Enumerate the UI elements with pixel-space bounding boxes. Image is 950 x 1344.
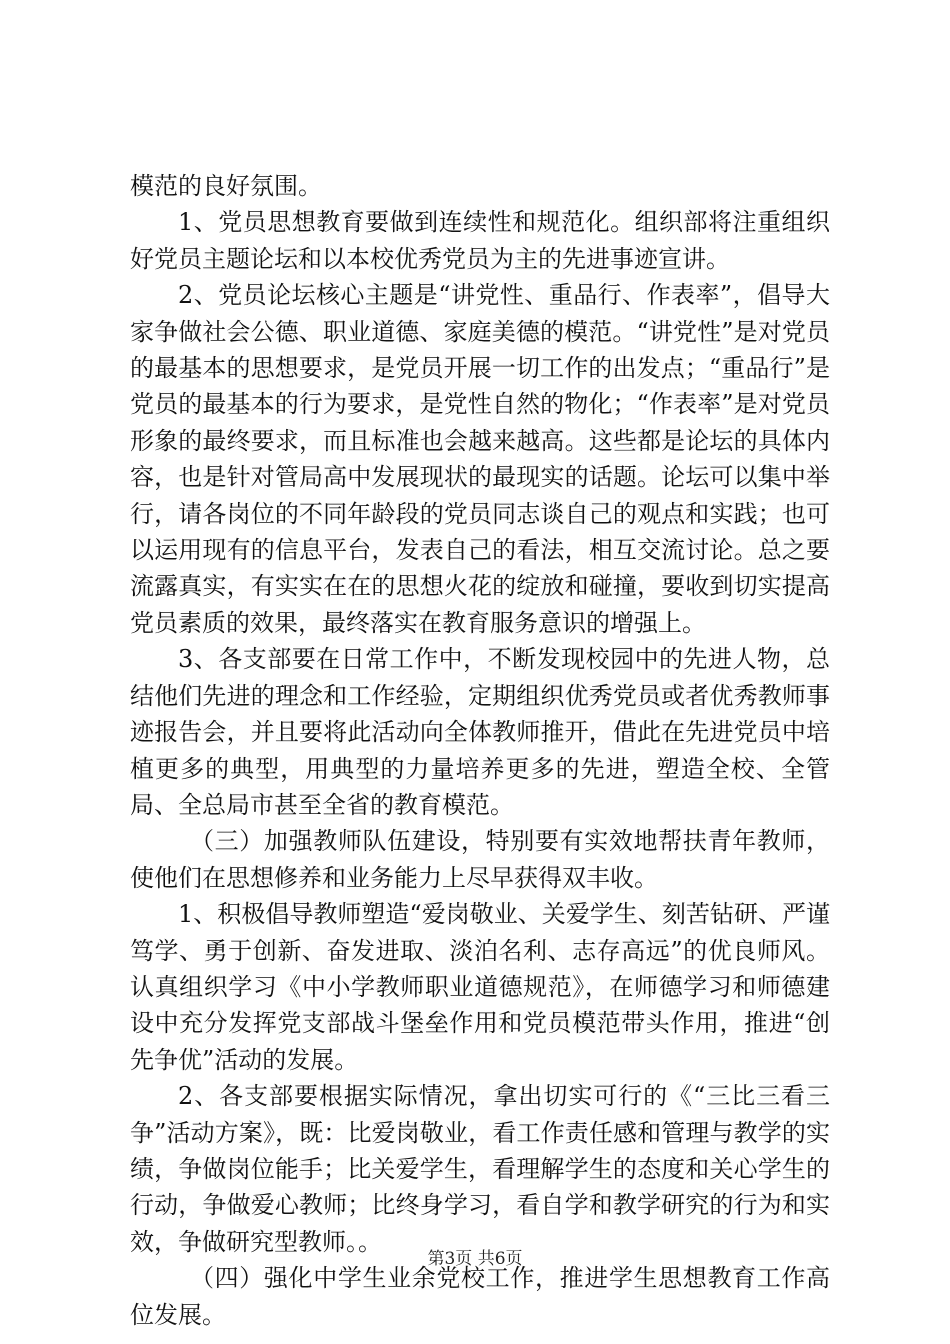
section-heading-3: （三）加强教师队伍建设，特别要有实效地帮扶青年教师，使他们在思想修养和业务能力上尽早获得双丰收。	[130, 827, 830, 892]
paragraph-item-2: 2、党员论坛核心主题是“讲党性、重品行、作表率”，倡导大家争做社会公德、职业道德、家庭美德的模范。“讲党性”是对党员的最基本的思想要求，是党员开展一切工作的出发点；“重品行”是党员的最基本的行为要求，是党性自然的物化；“作表率”是对党员形象的最终要求，而且标准也会越来越高。这些都是论坛的具体内容，也是针对管局高中发展现状的最现实的话题。论坛可以集中举行，请各岗位的不同年龄段的党员同志谈自己的观点和实践；也可以运用现有的信息平台，发表自己的看法，相互交流讨论。总之要流露真实，有实实在在的思想火花的绽放和碰撞，要收到切实提高党员素质的效果，最终落实在教育服务意识的增强上。	[130, 281, 830, 637]
paragraph-item-3: 3、各支部要在日常工作中，不断发现校园中的先进人物，总结他们先进的理念和工作经验，定期组织优秀党员或者优秀教师事迹报告会，并且要将此活动向全体教师推开，借此在先进党员中培植更多的典型，用典型的力量培养更多的先进，塑造全校、全管局、全总局市甚至全省的教育模范。	[130, 645, 830, 819]
section-heading-4: （四）强化中学生业余党校工作，推进学生思想教育工作高位发展。	[130, 1264, 830, 1329]
paragraph-continuation: 模范的良好氛围。	[130, 172, 322, 200]
page-number-footer: 第3页 共6页	[427, 1249, 523, 1269]
paragraph-item-2b: 2、各支部要根据实际情况，拿出切实可行的《“三比三看三争”活动方案》，既：比爱岗敬业，看工作责任感和管理与教学的实绩，争做岗位能手；比关爱学生，看理解学生的态度和关心学生的行动，争做爱心教师；比终身学习，看自学和教学研究的行为和实效，争做研究型教师。。	[130, 1082, 830, 1256]
paragraph-item-1: 1、党员思想教育要做到连续性和规范化。组织部将注重组织好党员主题论坛和以本校优秀党员为主的先进事迹宣讲。	[130, 208, 830, 273]
document-body	[130, 168, 830, 1333]
paragraph-item-1b: 1、积极倡导教师塑造“爱岗敬业、关爱学生、刻苦钻研、严谨笃学、勇于创新、奋发进取、淡泊名利、志存高远”的优良师风。认真组织学习《中小学教师职业道德规范》，在师德学习和师德建设中充分发挥党支部战斗堡垒作用和党员模范带头作用，推进“创先争优”活动的发展。	[130, 900, 830, 1074]
